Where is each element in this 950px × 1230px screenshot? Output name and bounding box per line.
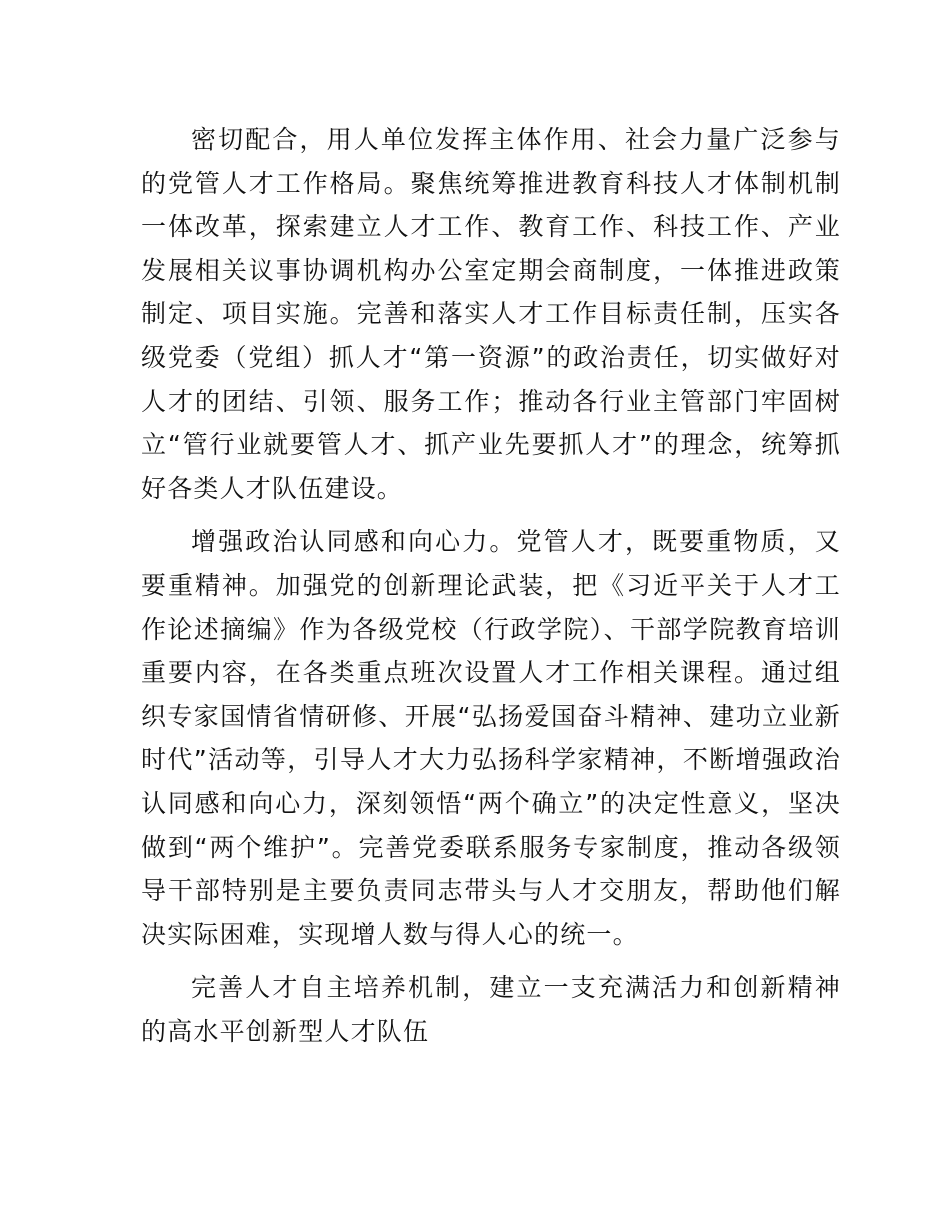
paragraph-talent-work-pattern: 密切配合，用人单位发挥主体作用、社会力量广泛参与的党管人才工作格局。聚焦统筹推进教育科技人才体制机制一体改革，探索建立人才工作、教育工作、科技工作、产业发展相关议事协调机构办公室定期会商制度，一体推进政策制定、项目实施。完善和落实人才工作目标责任制，压实各级党委（党组）抓人才“第一资源”的政治责任，切实做好对人才的团结、引领、服务工作；推动各行业主管部门牢固树立“管行业就要管人才、抓产业先要抓人才”的理念，统筹抓好各类人才队伍建设。 [141,125,841,503]
paragraph-political-identity: 增强政治认同感和向心力。党管人才，既要重物质，又要重精神。加强党的创新理论武装，把《习近平关于人才工作论述摘编》作为各级党校（行政学院）、干部学院教育培训重要内容，在各类重点班次设置人才工作相关课程。通过组织专家国情省情研修、开展“弘扬爱国奋斗精神、建功立业新时代”活动等，引导人才大力弘扬科学家精神，不断增强政治认同感和向心力，深刻领悟“两个确立”的决定性意义，坚决做到“两个维护”。完善党委联系服务专家制度，推动各级领导干部特别是主要负责同志带头与人才交朋友，帮助他们解决实际困难，实现增人数与得人心的统一。 [141,527,841,949]
paragraph-training-mechanism-heading: 完善人才自主培养机制，建立一支充满活力和创新精神的高水平创新型人才队伍 [141,973,841,1046]
document-page [141,118,841,1053]
